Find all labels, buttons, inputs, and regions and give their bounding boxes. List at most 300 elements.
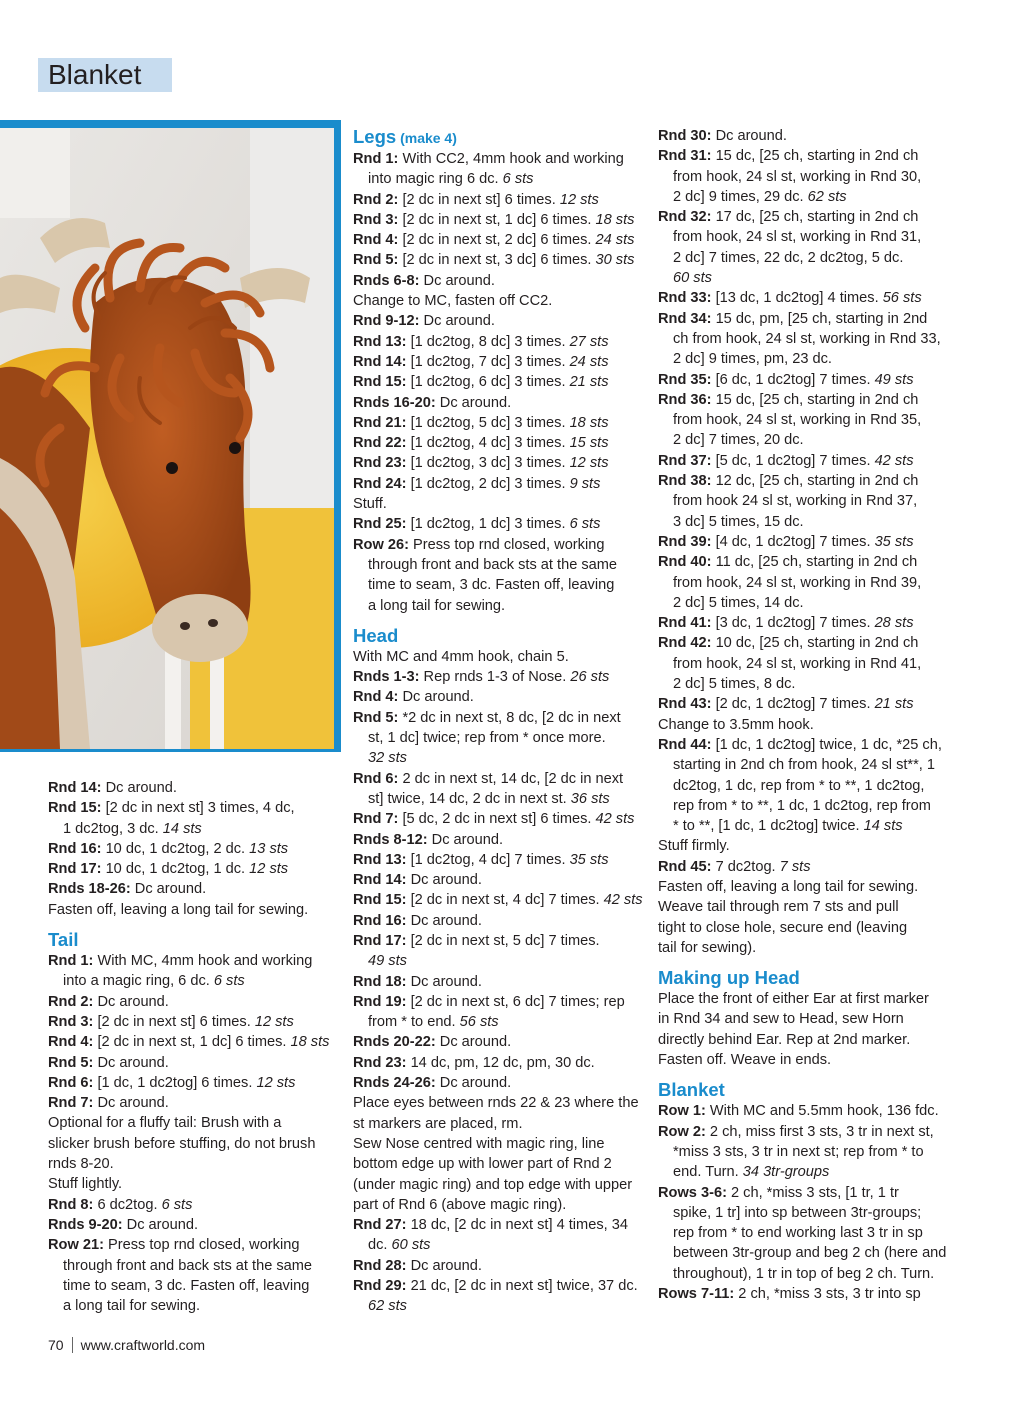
instruction-line [353, 372, 645, 392]
instruction-text: Fasten off, leaving a long tail for sewing. [48, 901, 309, 918]
instruction-text: [2 dc in next st, 1 dc] 6 times. [93, 1034, 291, 1051]
stitch-count: 42 sts [603, 892, 643, 909]
round-label: Row 21: [48, 1237, 104, 1254]
round-label: Rnd 32: [658, 209, 712, 226]
instruction-line [658, 146, 950, 166]
instruction-line [658, 1183, 950, 1203]
instruction-line [658, 512, 950, 532]
instruction-line [48, 879, 340, 899]
instruction-text: [1 dc2tog, 3 dc] 3 times. [406, 455, 570, 472]
instruction-text: Dc around. [711, 128, 787, 144]
stitch-count: 12 sts [256, 1074, 296, 1091]
instruction-line [353, 291, 645, 311]
round-label: Rnd 43: [658, 696, 712, 713]
round-label: Rnd 23: [353, 1054, 407, 1071]
instruction-line [658, 268, 950, 288]
instruction-line [658, 613, 950, 633]
footer-divider [72, 1337, 73, 1353]
round-label: Rnd 31: [658, 148, 712, 165]
round-label: Rows 7-11: [658, 1286, 735, 1303]
instruction-line [353, 1276, 645, 1296]
instruction-line [353, 1134, 645, 1154]
instruction-text: [5 dc, 1 dc2tog] 7 times. [711, 452, 875, 469]
instruction-line [353, 870, 645, 890]
instruction-text: starting in 2nd ch from hook, 24 sl st**, 1 [673, 757, 936, 774]
instruction-line [48, 951, 340, 971]
instruction-text: st, 1 dc] twice; rep from * once more. [368, 730, 606, 747]
round-label: Rnd 13: [353, 851, 407, 868]
stitch-count: 36 sts [570, 790, 610, 807]
instruction-text: Place the front of either Ear at first marker [658, 991, 929, 1008]
instruction-line [658, 989, 950, 1009]
instruction-line [658, 207, 950, 227]
stitch-count: 6 sts [213, 973, 245, 990]
stitch-count: 12 sts [254, 1013, 294, 1030]
column-1 [48, 778, 340, 1316]
instruction-line [353, 332, 645, 352]
instruction-text: [2 dc, 1 dc2tog] 7 times. [711, 696, 875, 713]
instruction-text: 10 dc, 1 dc2tog, 1 dc. [101, 861, 250, 878]
round-label: Row 1: [658, 1103, 706, 1120]
instruction-line [353, 992, 645, 1012]
instruction-line [658, 674, 950, 694]
round-label: Rnd 30: [658, 128, 712, 144]
instruction-text: 15 dc, [25 ch, starting in 2nd ch [711, 148, 919, 165]
instruction-text: [1 dc2tog, 5 dc] 3 times. [406, 414, 570, 431]
instruction-line [658, 1009, 950, 1029]
instruction-text: [2 dc in next st, 2 dc] 6 times. [398, 232, 596, 249]
instruction-text: Dc around. [406, 973, 482, 990]
instruction-line [48, 1073, 340, 1093]
instruction-text: Sew Nose centred with magic ring, line [353, 1135, 605, 1152]
instruction-text: Change to MC, fasten off CC2. [353, 293, 553, 310]
instruction-text: tail for sewing). [658, 939, 757, 956]
instruction-line [48, 798, 340, 818]
round-label: Rnd 15: [353, 892, 407, 909]
instruction-line [658, 1162, 950, 1182]
instruction-line [658, 654, 950, 674]
instruction-line [353, 1154, 645, 1174]
instruction-line [658, 776, 950, 796]
instruction-text: 2 dc] 5 times, 14 dc. [673, 594, 804, 611]
round-label: Rnd 27: [353, 1217, 407, 1234]
instruction-text: [1 dc2tog, 4 dc] 3 times. [406, 435, 570, 452]
instruction-text: 2 dc] 9 times, pm, 23 dc. [673, 351, 832, 368]
instruction-text: into magic ring 6 dc. [368, 171, 503, 188]
stitch-count: 21 sts [569, 374, 609, 391]
instruction-line [353, 230, 645, 250]
instruction-line [353, 931, 645, 951]
stitch-count: 35 sts [569, 851, 609, 868]
instruction-text: [1 dc, 1 dc2tog] twice, 1 dc, *25 ch, [711, 736, 942, 753]
instruction-line [658, 1122, 950, 1142]
round-label: Rnd 38: [658, 473, 712, 490]
instruction-line [48, 778, 340, 798]
instruction-line [658, 1030, 950, 1050]
instruction-text: 15 dc, [25 ch, starting in 2nd ch [711, 391, 919, 408]
instruction-line [658, 715, 950, 735]
instruction-line [353, 1032, 645, 1052]
instruction-line [48, 1296, 340, 1316]
stitch-count: 27 sts [569, 333, 609, 350]
instruction-line [353, 1235, 645, 1255]
round-label: Rnd 3: [353, 211, 399, 228]
crochet-highland-cow-hobby-horse-image [0, 128, 334, 749]
instruction-text: into a magic ring, 6 dc. [63, 973, 214, 990]
instruction-line [353, 169, 645, 189]
instruction-line [658, 1203, 950, 1223]
instruction-line [658, 918, 950, 938]
round-label: Rnd 6: [353, 770, 399, 787]
instruction-line [353, 271, 645, 291]
round-label: Rnd 44: [658, 736, 712, 753]
instruction-text: Stuff firmly. [658, 838, 730, 855]
instruction-text: rep from * to **, 1 dc, 1 dc2tog, rep from [673, 797, 931, 814]
round-label: Rnd 18: [353, 973, 407, 990]
stitch-count: 28 sts [874, 615, 914, 632]
stitch-count: 15 sts [569, 435, 609, 452]
instruction-text: [1 dc2tog, 8 dc] 3 times. [406, 333, 570, 350]
round-label: Rnds 9-20: [48, 1216, 123, 1233]
round-label: Rnd 29: [353, 1278, 407, 1295]
instruction-text: Stuff lightly. [48, 1176, 123, 1193]
instruction-line [658, 694, 950, 714]
instruction-text: With MC and 4mm hook, chain 5. [353, 648, 569, 665]
instruction-line [658, 248, 950, 268]
instruction-line [353, 748, 645, 768]
round-label: Rnd 14: [48, 780, 102, 796]
stitch-count: 42 sts [595, 811, 635, 828]
website-link[interactable]: www.craftworld.com [80, 1337, 206, 1353]
instruction-line [658, 126, 950, 146]
round-label: Rnds 16-20: [353, 394, 436, 411]
instruction-text: Dc around. [398, 689, 474, 706]
stitch-count: 49 sts [874, 371, 914, 388]
instruction-line [353, 911, 645, 931]
section-heading [658, 967, 950, 989]
instruction-line [48, 1134, 340, 1154]
instruction-line [353, 1256, 645, 1276]
section-heading [353, 625, 645, 647]
instruction-text: between 3tr-group and beg 2 ch (here and [673, 1245, 947, 1262]
stitch-count: 18 sts [595, 211, 635, 228]
instruction-line [48, 1215, 340, 1235]
instruction-text: 1 dc2tog, 3 dc. [63, 820, 163, 837]
round-label: Rnd 5: [48, 1054, 94, 1071]
column-3 [658, 126, 950, 1304]
instruction-text: from hook, 24 sl st, working in Rnd 30, [673, 168, 922, 185]
instruction-text: [2 dc in next st, 5 dc] 7 times. [406, 932, 600, 949]
instruction-text: [2 dc in next st] 6 times. [93, 1013, 255, 1030]
stitch-count: 6 sts [161, 1196, 193, 1213]
instruction-line [353, 972, 645, 992]
instruction-line [658, 877, 950, 897]
round-label: Rnd 17: [48, 861, 102, 878]
instruction-line [658, 410, 950, 430]
instruction-line [353, 850, 645, 870]
instruction-line [658, 755, 950, 775]
section-heading [353, 126, 645, 149]
instruction-line [658, 573, 950, 593]
instruction-text: st markers are placed, rm. [353, 1115, 523, 1132]
instruction-line [353, 190, 645, 210]
instruction-text: [3 dc, 1 dc2tog] 7 times. [711, 615, 875, 632]
round-label: Rnd 16: [48, 840, 102, 857]
section-heading-text: Legs [353, 126, 397, 147]
instruction-text: directly behind Ear. Rep at 2nd marker. [658, 1031, 911, 1048]
round-label: Rows 3-6: [658, 1184, 727, 1201]
instruction-text: time to seam, 3 dc. Fasten off, leaving [63, 1277, 310, 1294]
round-label: Rnd 35: [658, 371, 712, 388]
instruction-line [658, 349, 950, 369]
round-label: Rnd 2: [48, 993, 94, 1010]
instruction-text: [1 dc2tog, 1 dc] 3 times. [406, 516, 570, 533]
round-label: Rnd 5: [353, 709, 399, 726]
instruction-text: 14 dc, pm, 12 dc, pm, 30 dc. [406, 1054, 595, 1071]
instruction-text: Dc around. [93, 1054, 169, 1071]
instruction-line [658, 430, 950, 450]
instruction-text: 2 dc] 5 times, 8 dc. [673, 676, 796, 693]
instruction-text: Dc around. [406, 912, 482, 929]
instruction-line [658, 857, 950, 877]
instruction-line [353, 789, 645, 809]
round-label: Rnd 4: [353, 689, 399, 706]
instruction-line [658, 796, 950, 816]
round-label: Rnd 17: [353, 932, 407, 949]
instruction-line [48, 1276, 340, 1296]
instruction-text: Dc around. [93, 993, 169, 1010]
section-heading-note: (make 4) [396, 130, 457, 146]
instruction-line [658, 1142, 950, 1162]
instruction-line [353, 809, 645, 829]
round-label: Rnd 41: [658, 615, 712, 632]
instruction-line [658, 187, 950, 207]
instruction-line [658, 1243, 950, 1263]
instruction-line [48, 992, 340, 1012]
instruction-text: from hook, 24 sl st, working in Rnd 35, [673, 412, 922, 429]
instruction-text: 7 dc2tog. [711, 858, 780, 875]
stitch-count: 34 3tr-groups [742, 1164, 830, 1181]
instruction-text: [2 dc in next st, 3 dc] 6 times. [398, 252, 596, 269]
instruction-line [658, 1284, 950, 1304]
round-label: Rnd 1: [48, 953, 94, 970]
instruction-line [353, 474, 645, 494]
instruction-text: [1 dc, 1 dc2tog] 6 times. [93, 1074, 257, 1091]
instruction-text: Dc around. [101, 780, 177, 796]
instruction-line [353, 769, 645, 789]
round-label: Rnd 37: [658, 452, 712, 469]
instruction-line [353, 708, 645, 728]
instruction-line [353, 1093, 645, 1113]
round-label: Rnd 7: [353, 811, 399, 828]
instruction-line [353, 352, 645, 372]
round-label: Rnd 34: [658, 310, 712, 327]
instruction-line [353, 647, 645, 667]
instruction-text: *miss 3 sts, 3 tr in next st; rep from * to [673, 1143, 924, 1160]
round-label: Rnd 16: [353, 912, 407, 929]
round-label: Rnds 6-8: [353, 272, 420, 289]
instruction-line [353, 210, 645, 230]
column-2 [353, 126, 645, 1317]
instruction-text: rep from * to end working last 3 tr in sp [673, 1225, 923, 1242]
stitch-count: 60 sts [391, 1237, 431, 1254]
instruction-line [48, 1032, 340, 1052]
instruction-line [353, 494, 645, 514]
instruction-line [658, 288, 950, 308]
instruction-line [658, 390, 950, 410]
instruction-text: [2 dc in next st] 3 times, 4 dc, [101, 800, 295, 817]
instruction-text: [2 dc in next st, 4 dc] 7 times. [406, 892, 604, 909]
instruction-text: [4 dc, 1 dc2tog] 7 times. [711, 533, 875, 550]
instruction-text: 15 dc, pm, [25 ch, starting in 2nd [711, 310, 928, 327]
round-label: Rnd 1: [353, 151, 399, 167]
instruction-text: Fasten off, leaving a long tail for sewing. [658, 878, 919, 895]
round-label: Rnd 24: [353, 475, 407, 492]
instruction-line [48, 1195, 340, 1215]
round-label: Rnd 36: [658, 391, 712, 408]
round-label: Rnds 20-22: [353, 1034, 436, 1051]
instruction-line [353, 687, 645, 707]
instruction-text: bottom edge up with lower part of Rnd 2 [353, 1156, 612, 1173]
instruction-text: 2 dc in next st, 14 dc, [2 dc in next [398, 770, 624, 787]
stitch-count: 21 sts [874, 696, 914, 713]
instruction-text: 2 ch, *miss 3 sts, [1 tr, 1 tr [726, 1184, 899, 1201]
section-heading [48, 929, 340, 951]
instruction-line [353, 575, 645, 595]
instruction-text: Change to 3.5mm hook. [658, 716, 814, 733]
instruction-text: [13 dc, 1 dc2tog] 4 times. [711, 290, 883, 307]
round-label: Rnd 3: [48, 1013, 94, 1030]
stitch-count: 18 sts [569, 414, 609, 431]
section-tab: Blanket [38, 58, 172, 92]
round-label: Rnd 14: [353, 872, 407, 889]
instruction-line [658, 532, 950, 552]
pattern-photo [0, 128, 334, 749]
instruction-line [658, 633, 950, 653]
instruction-text: Stuff. [353, 496, 387, 513]
instruction-text: Fasten off. Weave in ends. [658, 1052, 832, 1069]
instruction-text: 2 ch, miss first 3 sts, 3 tr in next st, [705, 1123, 934, 1140]
round-label: Rnd 21: [353, 414, 407, 431]
stitch-count: 49 sts [368, 953, 407, 970]
instruction-line [353, 250, 645, 270]
instruction-line [48, 839, 340, 859]
round-label: Rnd 6: [48, 1074, 94, 1091]
instruction-line [353, 1114, 645, 1134]
instruction-text: a long tail for sewing. [63, 1298, 201, 1315]
page-footer [48, 1337, 205, 1353]
instruction-line [658, 471, 950, 491]
instruction-line [353, 535, 645, 555]
round-label: Rnd 4: [353, 232, 399, 249]
instruction-line [353, 413, 645, 433]
stitch-count: 26 sts [570, 669, 610, 686]
instruction-line [658, 451, 950, 471]
stitch-count: 6 sts [502, 171, 534, 188]
stitch-count: 14 sts [863, 818, 903, 835]
instruction-text: 2 dc] 9 times, 29 dc. [673, 188, 808, 205]
instruction-line [658, 1264, 950, 1284]
instruction-text: [1 dc2tog, 2 dc] 3 times. [406, 475, 570, 492]
instruction-text: from hook, 24 sl st, working in Rnd 31, [673, 229, 922, 246]
round-label: Rnd 15: [353, 374, 407, 391]
stitch-count: 30 sts [595, 252, 635, 269]
instruction-text: Dc around. [427, 831, 504, 848]
round-label: Rnd 5: [353, 252, 399, 269]
instruction-text: a long tail for sewing. [368, 597, 506, 614]
section-heading-text: Head [353, 624, 399, 646]
instruction-text: [2 dc in next st, 1 dc] 6 times. [398, 211, 596, 228]
instruction-text: 10 dc, [25 ch, starting in 2nd ch [711, 635, 919, 652]
instruction-text: 21 dc, [2 dc in next st] twice, 37 dc. [406, 1278, 638, 1295]
instruction-line [658, 552, 950, 572]
instruction-text: 11 dc, [25 ch, starting in 2nd ch [711, 554, 918, 571]
instruction-text: [1 dc2tog, 6 dc] 3 times. [406, 374, 570, 391]
round-label: Rnd 45: [658, 858, 712, 875]
instruction-text: in Rnd 34 and sew to Head, sew Horn [658, 1011, 904, 1028]
instruction-text: Dc around. [130, 881, 207, 898]
instruction-line [48, 1093, 340, 1113]
stitch-count: 14 sts [162, 820, 202, 837]
instruction-line [353, 453, 645, 473]
round-label: Rnd 19: [353, 993, 407, 1010]
instruction-text: Weave tail through rem 7 sts and pull [658, 899, 899, 916]
instruction-line [353, 1073, 645, 1093]
instruction-text: st] twice, 14 dc, 2 dc in next st. [368, 790, 571, 807]
stitch-count: 56 sts [459, 1014, 499, 1031]
instruction-line [658, 593, 950, 613]
instruction-text: 2 dc] 7 times, 20 dc. [673, 432, 804, 449]
instruction-line [658, 897, 950, 917]
instruction-text: 18 dc, [2 dc in next st] 4 times, 34 [406, 1217, 628, 1234]
round-label: Rnd 33: [658, 290, 712, 307]
section-heading [658, 1079, 950, 1101]
round-label: Rnds 8-12: [353, 831, 428, 848]
instruction-text: through front and back sts at the same [63, 1257, 313, 1274]
instruction-text: (under magic ring) and top edge with upper [353, 1176, 633, 1193]
instruction-line [658, 309, 950, 329]
instruction-text: [2 dc in next st] 6 times. [398, 191, 560, 208]
instruction-line [48, 1174, 340, 1194]
round-label: Rnd 39: [658, 533, 712, 550]
instruction-line [353, 596, 645, 616]
section-heading-text: Blanket [658, 1079, 725, 1101]
round-label: Rnd 40: [658, 554, 712, 571]
instruction-text: 6 dc2tog. [93, 1196, 162, 1213]
instruction-line [658, 816, 950, 836]
instruction-text: 2 dc] 7 times, 22 dc, 2 dc2tog, 5 dc. [673, 249, 904, 266]
instruction-line [658, 1223, 950, 1243]
instruction-text: Dc around. [406, 1257, 482, 1274]
instruction-text: from hook 24 sl st, working in Rnd 37, [673, 493, 918, 510]
instruction-line [48, 1154, 340, 1174]
instruction-line [353, 1296, 645, 1316]
instruction-line [48, 1053, 340, 1073]
stitch-count: 32 sts [368, 750, 407, 767]
stitch-count: 13 sts [249, 840, 289, 857]
round-label: Rnd 23: [353, 455, 407, 472]
instruction-line [353, 1215, 645, 1235]
instruction-text: slicker brush before stuffing, do not brush [48, 1135, 316, 1152]
instruction-text: With CC2, 4mm hook and working [398, 151, 624, 167]
instruction-text: ch from hook, 24 sl st, working in Rnd 33, [673, 330, 941, 347]
round-label: Rnd 2: [353, 191, 399, 208]
instruction-line [353, 149, 645, 169]
instruction-line [658, 1101, 950, 1121]
instruction-line [48, 859, 340, 879]
instruction-text: Dc around. [122, 1216, 199, 1233]
stitch-count: 56 sts [882, 290, 922, 307]
